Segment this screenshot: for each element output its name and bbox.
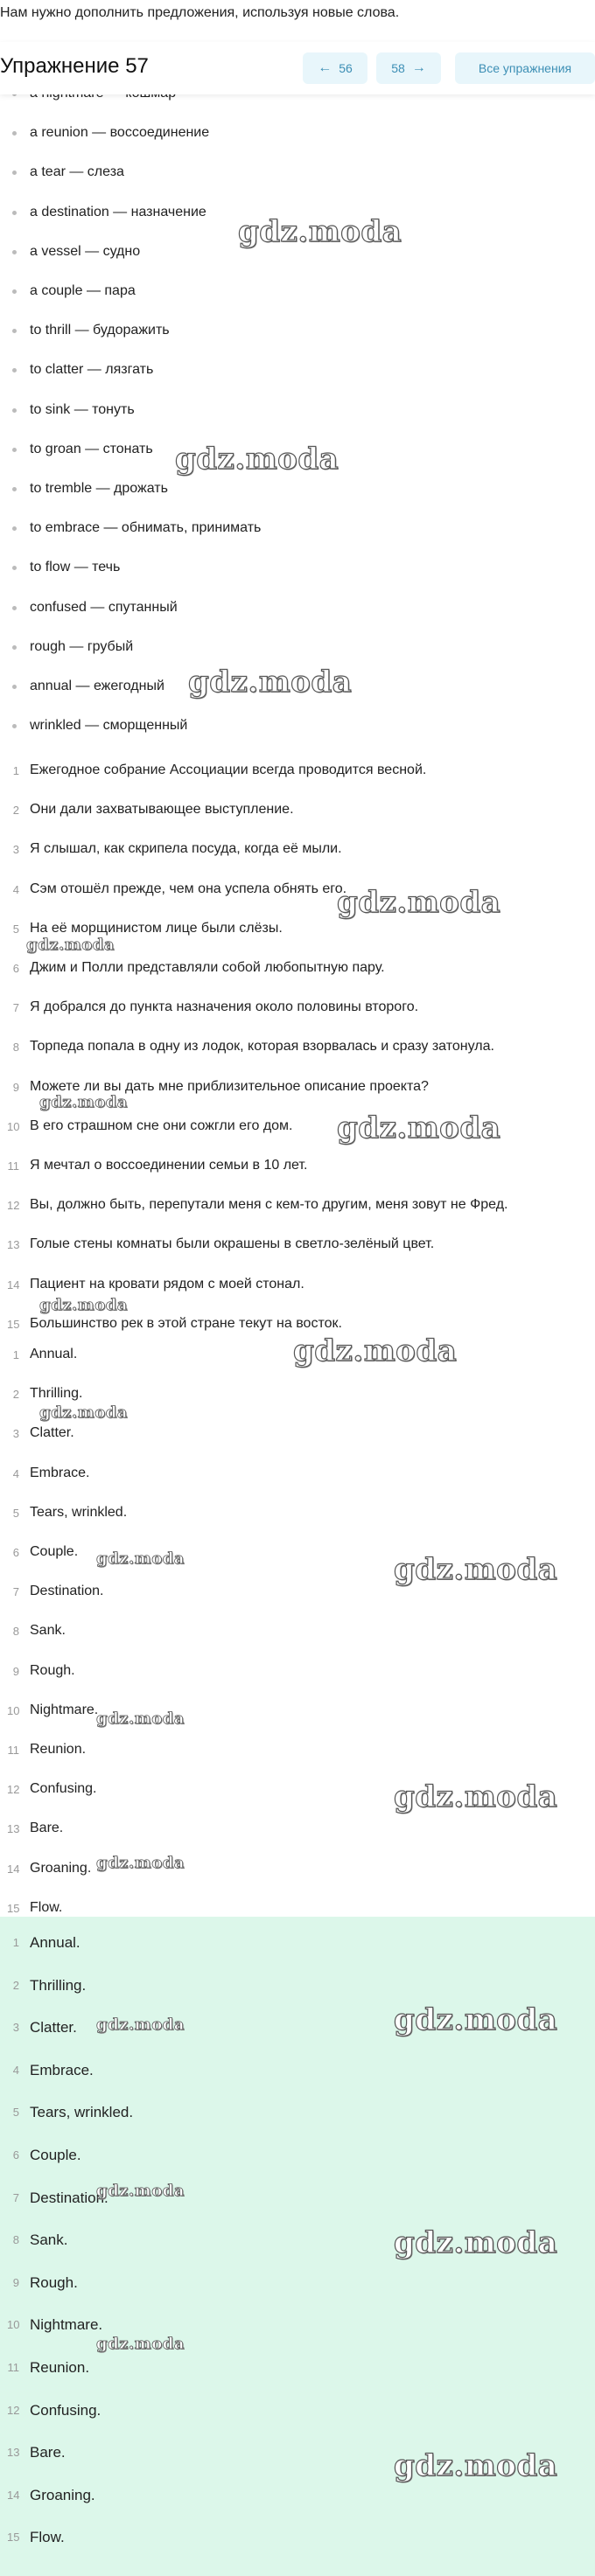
- item-number: 9: [12, 1664, 19, 1678]
- item-text: Reunion.: [30, 1742, 87, 1757]
- vocab-text: to sink — тонуть: [30, 401, 135, 417]
- item-number: 2: [12, 1978, 19, 1992]
- item-text: Flow.: [30, 2529, 65, 2546]
- item-text: Couple.: [30, 1544, 79, 1559]
- item-text: Sank.: [30, 1623, 66, 1639]
- item-text: Groaning.: [30, 1860, 92, 1876]
- item-number: 13: [7, 1238, 20, 1252]
- watermark: gdz.moda: [394, 1552, 558, 1587]
- prev-exercise-label: 56: [339, 61, 353, 75]
- watermark: gdz.moda: [96, 2335, 185, 2353]
- item-text: Reunion.: [30, 2359, 90, 2376]
- watermark: gdz.moda: [394, 2002, 558, 2037]
- all-exercises-label: Все упражнения: [478, 61, 572, 75]
- item-text: Flow.: [30, 1899, 63, 1915]
- item-text: Sank.: [30, 2231, 68, 2249]
- item-text: Можете ли вы дать мне приблизительное описание проекта?: [30, 1078, 429, 1094]
- item-number: 11: [7, 1744, 19, 1757]
- item-text: Thrilling.: [30, 1976, 87, 1994]
- item-text: На её морщинистом лице были слёзы.: [30, 920, 283, 936]
- watermark: gdz.moda: [293, 1333, 458, 1368]
- item-number: 8: [12, 1041, 19, 1055]
- vocab-text: wrinkled — сморщенный: [30, 718, 188, 734]
- exercise-title: Упражнение 57: [0, 54, 149, 78]
- item-number: 12: [7, 1199, 20, 1213]
- vocab-text: to embrace — обнимать, принимать: [30, 520, 262, 536]
- item-text: Я слышал, как скрипела посуда, когда её мыли.: [30, 841, 342, 857]
- vocab-text: to tremble — дрожать: [30, 481, 168, 496]
- item-text: Большинство рек в этой стране текут на восток.: [30, 1315, 342, 1331]
- item-number: 5: [12, 922, 19, 936]
- item-number: 14: [7, 1278, 20, 1291]
- item-text: Я добрался до пункта назначения около половины второго.: [30, 999, 419, 1015]
- item-text: Clatter.: [30, 2019, 77, 2036]
- vocab-text: confused — спутанный: [30, 599, 178, 615]
- vocab-text: to thrill — будоражить: [30, 323, 170, 338]
- item-number: 12: [7, 2403, 20, 2417]
- item-text: Tears, wrinkled.: [30, 2104, 134, 2121]
- item-number: 3: [12, 843, 19, 857]
- item-number: 5: [12, 2106, 19, 2120]
- vocab-text: a couple — пара: [30, 283, 136, 298]
- item-number: 8: [12, 2233, 19, 2247]
- item-text: В его страшном сне они сожгли его дом.: [30, 1117, 293, 1133]
- item-number: 6: [12, 2148, 19, 2162]
- item-text: Сэм отошёл прежде, чем она успела обнять его.: [30, 881, 347, 896]
- vocab-text: a vessel — судно: [30, 243, 141, 259]
- item-text: Nightmare.: [30, 1702, 99, 1717]
- vocab-text: annual — ежегодный: [30, 679, 164, 693]
- item-number: 1: [12, 1348, 19, 1361]
- item-text: Embrace.: [30, 2061, 94, 2078]
- next-exercise-label: 58: [391, 61, 405, 75]
- item-number: 4: [12, 2063, 19, 2077]
- all-exercises-button[interactable]: [455, 52, 595, 84]
- item-number: 2: [12, 804, 19, 818]
- item-number: 10: [7, 2318, 20, 2332]
- watermark: gdz.moda: [394, 2225, 558, 2260]
- watermark: gdz.moda: [394, 2448, 558, 2483]
- item-text: Джим и Полли представляли собой любопытную пару.: [30, 960, 385, 975]
- watermark: gdz.moda: [337, 1110, 501, 1145]
- item-number: 11: [7, 2361, 19, 2374]
- item-number: 9: [12, 1080, 19, 1094]
- vocab-text: a destination — назначение: [30, 204, 206, 219]
- intro-text: Нам нужно дополнить предложения, используя новые слова.: [0, 5, 400, 20]
- item-text: Они дали захватывающее выступление.: [30, 802, 294, 818]
- prev-exercise-button[interactable]: [303, 52, 368, 84]
- item-number: 11: [7, 1159, 19, 1173]
- watermark: gdz.moda: [96, 1709, 185, 1728]
- item-number: 4: [12, 1466, 19, 1480]
- item-number: 14: [7, 2488, 20, 2502]
- item-text: Destination.: [30, 1584, 104, 1599]
- arrow-left-icon: ←: [318, 60, 332, 75]
- item-number: 13: [7, 2446, 20, 2460]
- item-number: 9: [12, 2275, 19, 2289]
- item-text: Bare.: [30, 1821, 64, 1836]
- item-number: 15: [7, 1317, 20, 1331]
- item-text: Rough.: [30, 2273, 78, 2291]
- item-text: Annual.: [30, 1934, 80, 1951]
- watermark: gdz.moda: [39, 1093, 128, 1111]
- item-text: Торпеда попала в одну из лодок, которая взорвалась и сразу затонула.: [30, 1039, 494, 1055]
- item-number: 8: [12, 1625, 19, 1639]
- item-number: 4: [12, 882, 19, 896]
- watermark: gdz.moda: [96, 1854, 185, 1872]
- item-text: Rough.: [30, 1662, 75, 1678]
- item-number: 2: [12, 1388, 19, 1402]
- item-number: 7: [12, 1001, 19, 1015]
- item-number: 12: [7, 1783, 20, 1797]
- item-text: Annual.: [30, 1347, 78, 1361]
- item-text: Пациент на кровати рядом с моей стонал.: [30, 1276, 304, 1291]
- item-number: 7: [12, 2190, 19, 2204]
- arrow-right-icon: →: [411, 60, 426, 75]
- item-text: Couple.: [30, 2147, 81, 2163]
- item-number: 5: [12, 1506, 19, 1520]
- item-text: Tears, wrinkled.: [30, 1504, 128, 1520]
- vocab-text: to clatter — лязгать: [30, 362, 154, 378]
- item-text: Confusing.: [30, 2401, 102, 2419]
- item-number: 1: [12, 1936, 19, 1949]
- item-number: 10: [7, 1703, 20, 1717]
- item-text: Confusing.: [30, 1781, 97, 1797]
- watermark: gdz.moda: [337, 885, 501, 920]
- watermark: gdz.moda: [394, 1779, 558, 1814]
- item-number: 7: [12, 1585, 19, 1599]
- next-exercise-button[interactable]: [376, 52, 441, 84]
- vocab-text: a reunion — воссоединение: [30, 125, 210, 141]
- watermark: gdz.moda: [175, 442, 340, 477]
- watermark: gdz.moda: [96, 2016, 185, 2034]
- item-text: Голые стены комнаты были окрашены в светло-зелёный цвет.: [30, 1236, 435, 1252]
- watermark: gdz.moda: [96, 1549, 185, 1568]
- vocab-text: to groan — стонать: [30, 441, 153, 456]
- item-text: Embrace.: [30, 1465, 90, 1480]
- item-text: Thrilling.: [30, 1386, 83, 1402]
- watermark: gdz.moda: [39, 1403, 128, 1422]
- vocab-text: a tear — слеза: [30, 164, 124, 180]
- item-text: Вы, должно быть, перепутали меня с кем-то другим, меня зовут не Фред.: [30, 1197, 508, 1213]
- item-text: Nightmare.: [30, 2316, 103, 2334]
- item-number: 3: [12, 2021, 19, 2035]
- item-number: 15: [7, 1901, 20, 1915]
- item-text: Clatter.: [30, 1425, 74, 1441]
- item-number: 13: [7, 1822, 20, 1836]
- item-number: 10: [7, 1119, 20, 1133]
- item-text: Groaning.: [30, 2486, 95, 2503]
- watermark: gdz.moda: [26, 936, 115, 954]
- item-text: Destination.: [30, 2189, 108, 2206]
- item-number: 1: [12, 764, 19, 777]
- vocab-text: rough — грубый: [30, 638, 134, 654]
- watermark: gdz.moda: [238, 214, 402, 249]
- item-number: 6: [12, 962, 19, 975]
- item-number: 14: [7, 1862, 20, 1876]
- watermark: gdz.moda: [188, 665, 353, 700]
- item-text: Bare.: [30, 2444, 66, 2461]
- item-number: 15: [7, 2531, 20, 2545]
- vocab-text: to flow — течь: [30, 560, 121, 575]
- watermark: gdz.moda: [96, 2182, 185, 2200]
- item-text: Ежегодное собрание Ассоциации всегда проводится весной.: [30, 762, 427, 777]
- item-number: 6: [12, 1546, 19, 1559]
- exercise-header: [0, 42, 595, 94]
- watermark: gdz.moda: [39, 1296, 128, 1314]
- item-text: Я мечтал о воссоединении семьи в 10 лет.: [30, 1158, 308, 1173]
- item-number: 3: [12, 1427, 19, 1441]
